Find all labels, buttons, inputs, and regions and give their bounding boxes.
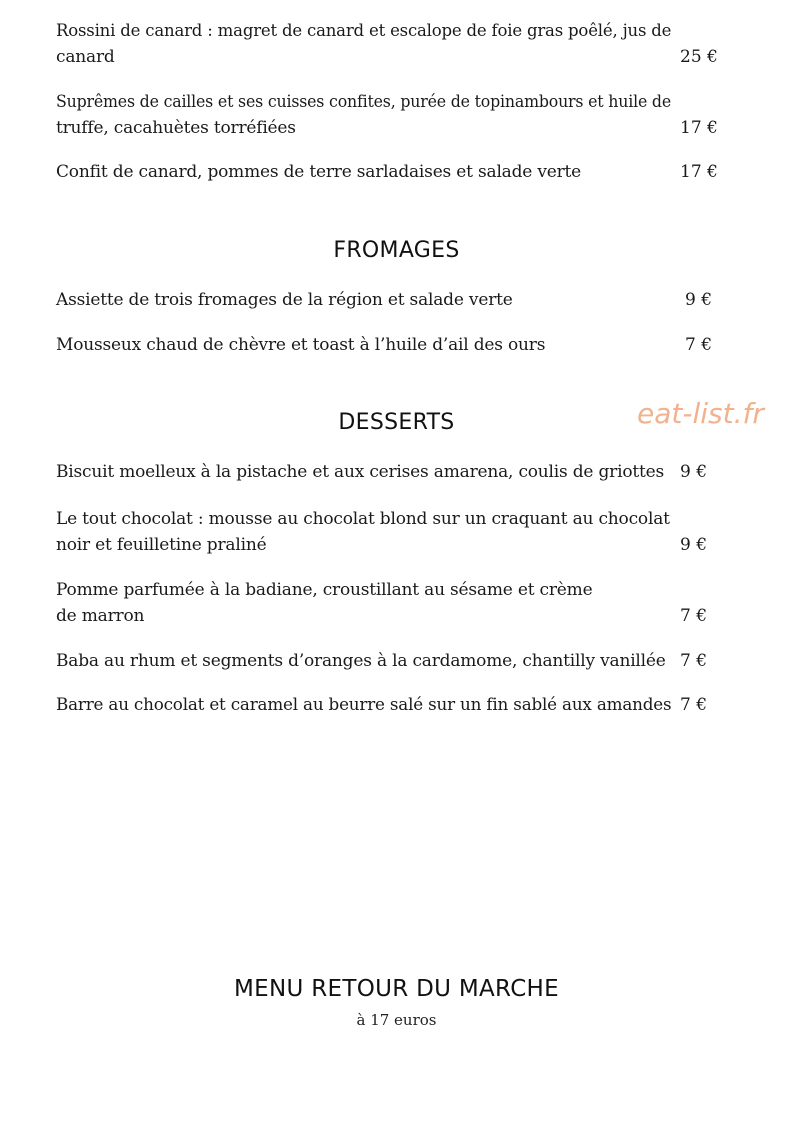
- fromage-2-line-1: Mousseux chaud de chèvre et toast à l’huile d’ail des ours: [56, 335, 546, 355]
- dessert-3-price: 7 €: [680, 606, 708, 626]
- dessert-4-price: 7 €: [680, 651, 708, 671]
- dessert-4-line-1: Baba au rhum et segments d’oranges à la cardamome, chantilly vanillée: [56, 651, 666, 671]
- dessert-1-line-1: Biscuit moelleux à la pistache et aux cerises amarena, coulis de griottes: [56, 462, 665, 482]
- menu-retour-price: à 17 euros: [356, 1011, 437, 1029]
- dessert-3-line-1: Pomme parfumée à la badiane, croustillant au sésame et crème: [56, 580, 593, 600]
- fromages-title: FROMAGES: [333, 238, 460, 263]
- menu-retour-title: MENU RETOUR DU MARCHE: [234, 976, 559, 1002]
- plat-1-line-2: canard: [56, 47, 115, 67]
- plat-1-line-1: Rossini de canard : magret de canard et escalope de foie gras poêlé, jus de: [56, 21, 672, 41]
- desserts-title: DESSERTS: [338, 410, 455, 435]
- fromage-1-price: 9 €: [685, 290, 713, 310]
- plat-3-price: 17 €: [680, 162, 718, 182]
- plat-3-line-1: Confit de canard, pommes de terre sarladaises et salade verte: [56, 162, 582, 182]
- plat-1-price: 25 €: [680, 47, 718, 67]
- watermark-logo: eat-list.fr: [637, 397, 764, 430]
- dessert-5-price: 7 €: [680, 695, 708, 715]
- dessert-2-line-2: noir et feuilletine praliné: [56, 535, 267, 555]
- fromage-2-price: 7 €: [685, 335, 713, 355]
- plat-2-line-2: truffe, cacahuètes torréfiées: [56, 118, 296, 138]
- fromage-1-line-1: Assiette de trois fromages de la région et salade verte: [56, 290, 513, 310]
- dessert-3-line-2: de marron: [56, 606, 145, 626]
- dessert-1-price: 9 €: [680, 462, 708, 482]
- plat-2-price: 17 €: [680, 118, 718, 138]
- dessert-2-line-1: Le tout chocolat : mousse au chocolat blond sur un craquant au chocolat: [56, 509, 670, 529]
- plat-2-line-1: Suprêmes de cailles et ses cuisses confites, purée de topinambours et huile de: [56, 92, 671, 112]
- dessert-2-price: 9 €: [680, 535, 708, 555]
- dessert-5-line-1: Barre au chocolat et caramel au beurre salé sur un fin sablé aux amandes: [56, 695, 672, 715]
